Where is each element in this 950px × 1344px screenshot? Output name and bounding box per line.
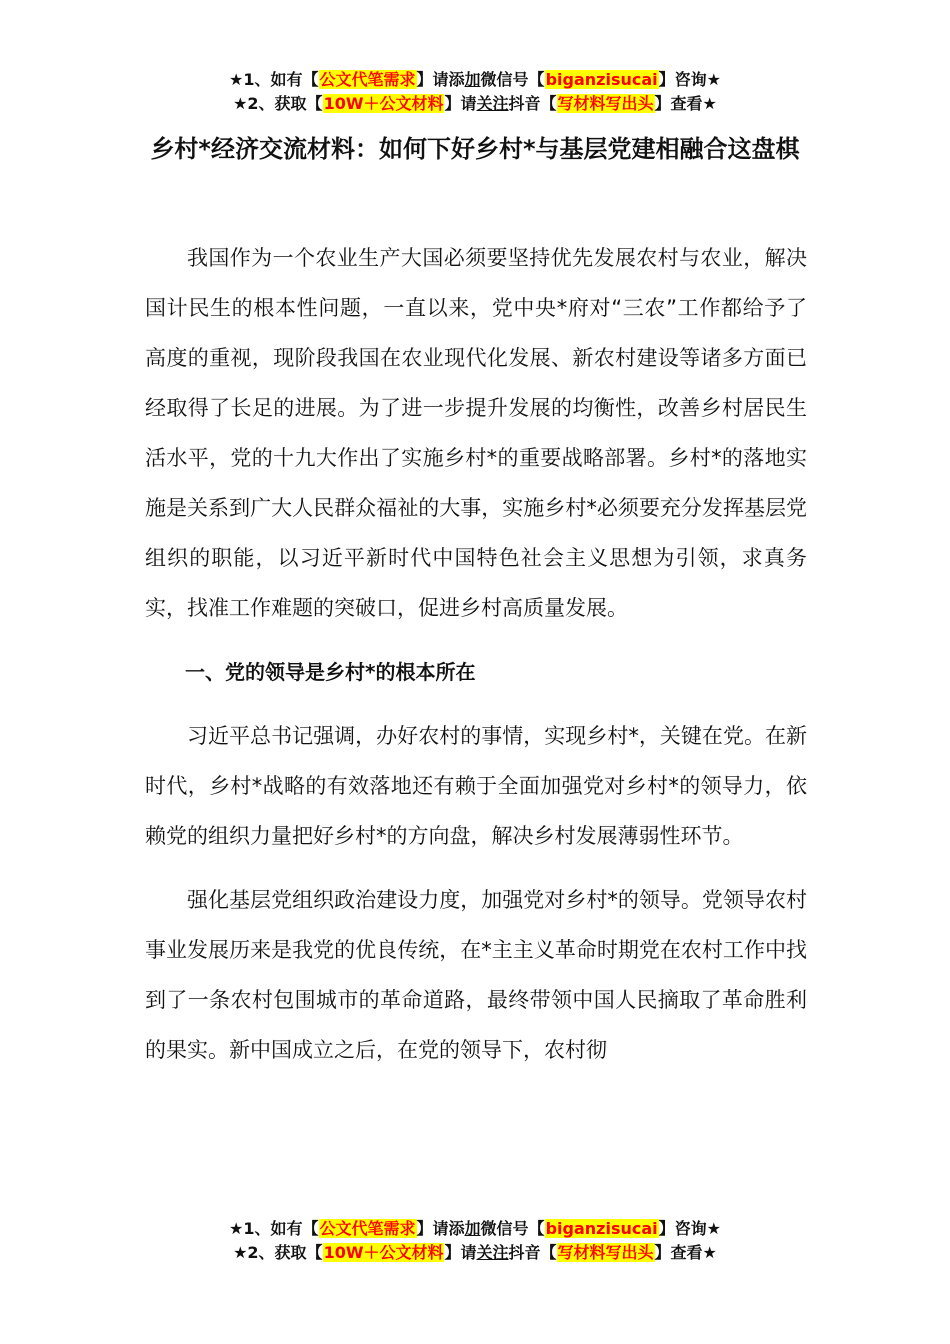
banner-text: 】请添	[416, 1219, 465, 1238]
document-title: 乡村*经济交流材料：如何下好乡村*与基层党建相融合这盘棋	[150, 135, 800, 163]
banner-text: ★1、如有【	[229, 1219, 319, 1238]
banner-line-1	[0, 68, 950, 92]
spacer	[145, 633, 807, 647]
banner-highlight: biganzisucai	[545, 70, 658, 89]
banner-underline: 关注	[476, 1243, 509, 1262]
banner-line-2	[0, 1241, 950, 1265]
banner-text: 】请	[444, 94, 477, 113]
spacer	[145, 861, 807, 875]
banner-text: 】请	[444, 1243, 477, 1262]
banner-underline: 加	[464, 70, 481, 89]
paragraph: 强化基层党组织政治建设力度，加强党对乡村*的领导。党领导农村事业发展历来是我党的优良传统，在*主主义革命时期党在农村工作中找到了一条农村包围城市的革命道路，最终带领中国人民摘取了革命胜利的果实。新中国成立之后，在党的领导下，农村彻	[145, 888, 807, 1062]
banner-highlight: 写材料写出头	[557, 94, 654, 113]
document-body	[145, 233, 807, 1075]
header-banner	[0, 68, 950, 116]
banner-text: 】查看★	[654, 94, 717, 113]
banner-highlight: 公文代笔需求	[319, 70, 416, 89]
banner-text: 】请添	[416, 70, 465, 89]
banner-text: 微信号【	[480, 1219, 545, 1238]
banner-text: 微信号【	[480, 70, 545, 89]
banner-underline: 关注	[476, 94, 509, 113]
banner-highlight: 公文代笔需求	[319, 1219, 416, 1238]
banner-text: ★2、获取【	[233, 94, 323, 113]
banner-highlight: 写材料写出头	[557, 1243, 654, 1262]
spacer	[145, 697, 807, 711]
banner-text: ★1、如有【	[229, 70, 319, 89]
banner-text: 】咨询★	[658, 70, 721, 89]
banner-text: 抖音【	[508, 94, 557, 113]
banner-line-1	[0, 1217, 950, 1241]
footer-banner	[0, 1217, 950, 1265]
banner-text: ★2、获取【	[233, 1243, 323, 1262]
banner-text: 抖音【	[508, 1243, 557, 1262]
section-heading: 一、党的领导是乡村*的根本所在	[185, 660, 476, 684]
paragraph: 习近平总书记强调，办好农村的事情，实现乡村*，关键在党。在新时代，乡村*战略的有效落地还有赖于全面加强党对乡村*的领导力，依赖党的组织力量把好乡村*的方向盘，解决乡村发展薄弱性环节。	[145, 724, 807, 848]
banner-underline: 加	[464, 1219, 481, 1238]
paragraph: 我国作为一个农业生产大国必须要坚持优先发展农村与农业，解决国计民生的根本性问题，一直以来，党中央*府对“三农”工作都给予了高度的重视，现阶段我国在农业现代化发展、新农村建设等诸多方面已经取得了长足的进展。为了进一步提升发展的均衡性，改善乡村居民生活水平，党的十九大作出了实施乡村*的重要战略部署。乡村*的落地实施是关系到广大人民群众福祉的大事，实施乡村*必须要充分发挥基层党组织的职能，以习近平新时代中国特色社会主义思想为引领，求真务实，找准工作难题的突破口，促进乡村高质量发展。	[145, 246, 807, 620]
banner-highlight: 10W＋公文材料	[323, 94, 444, 113]
banner-highlight: biganzisucai	[545, 1219, 658, 1238]
banner-highlight: 10W＋公文材料	[323, 1243, 444, 1262]
banner-text: 】查看★	[654, 1243, 717, 1262]
banner-text: 】咨询★	[658, 1219, 721, 1238]
banner-line-2	[0, 92, 950, 116]
